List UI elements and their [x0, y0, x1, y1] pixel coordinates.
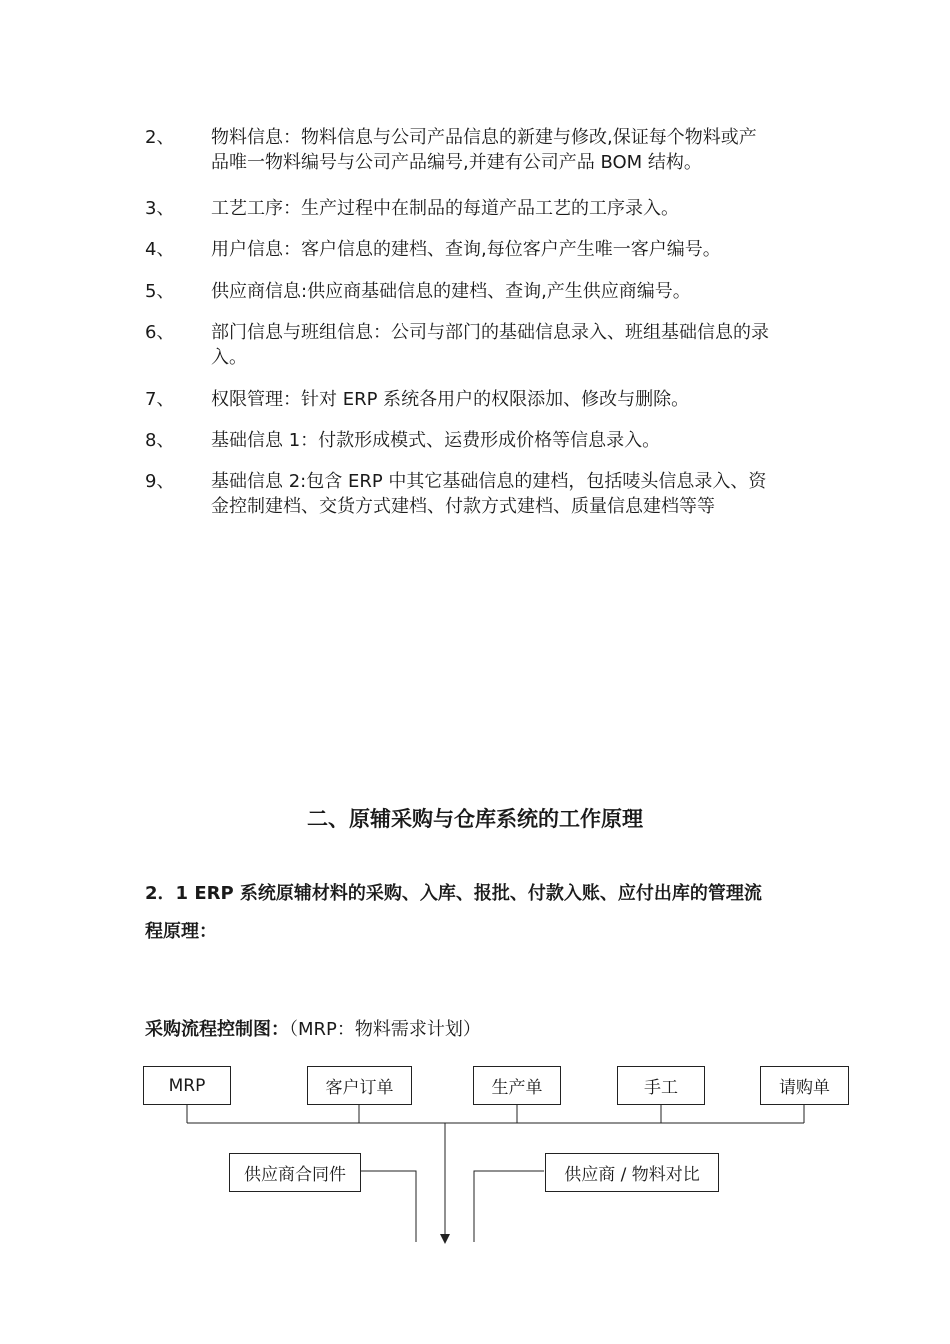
- list-text-line: 物料信息：物料信息与公司产品信息的新建与修改,保证每个物料或产: [211, 127, 757, 148]
- flow-box-purchase-request: 请购单: [760, 1066, 849, 1105]
- list-text-line: 品唯一物料编号与公司产品编号,并建有公司产品 BOM 结构。: [211, 152, 702, 173]
- list-number: 7、: [145, 389, 175, 410]
- list-number: 4、: [145, 239, 175, 260]
- list-number: 9、: [145, 471, 175, 492]
- arrow-down-icon: [440, 1234, 450, 1244]
- flow-box-supplier-contract: 供应商合同件: [229, 1153, 361, 1192]
- diagram-caption-title: 采购流程控制图：: [145, 1019, 289, 1040]
- list-text-line: 供应商信息:供应商基础信息的建档、查询,产生供应商编号。: [211, 281, 691, 302]
- flow-box-supplier-material-compare: 供应商 / 物料对比: [545, 1153, 719, 1192]
- list-number: 2、: [145, 127, 175, 148]
- section-heading: 二、原辅采购与仓库系统的工作原理: [307, 807, 643, 831]
- connector-left-box: [361, 1171, 416, 1242]
- flow-box-mrp: MRP: [143, 1066, 231, 1105]
- flow-box-customer-order: 客户订单: [307, 1066, 412, 1105]
- list-text-line: 基础信息 1：付款形成模式、运费形成价格等信息录入。: [211, 430, 661, 451]
- list-text-line: 入。: [211, 347, 247, 368]
- flow-box-manual: 手工: [617, 1066, 705, 1105]
- list-text-line: 权限管理：针对 ERP 系统各用户的权限添加、修改与删除。: [211, 389, 690, 410]
- subsection-heading-line-2: 程原理：: [145, 921, 217, 942]
- list-text-line: 金控制建档、交货方式建档、付款方式建档、质量信息建档等等: [211, 496, 715, 517]
- subsection-heading-line-1: 2．1 ERP 系统原辅材料的采购、入库、报批、付款入账、应付出库的管理流: [145, 883, 762, 904]
- diagram-caption-note: （MRP：物料需求计划）: [289, 1019, 481, 1040]
- list-text-line: 部门信息与班组信息：公司与部门的基础信息录入、班组基础信息的录: [211, 322, 769, 343]
- connector-right-box: [474, 1171, 544, 1242]
- list-text-line: 工艺工序：生产过程中在制品的每道产品工艺的工序录入。: [211, 198, 679, 219]
- flow-box-production-order: 生产单: [473, 1066, 561, 1105]
- list-text-line: 基础信息 2:包含 ERP 中其它基础信息的建档，包括唛头信息录入、资: [211, 471, 767, 492]
- list-number: 3、: [145, 198, 175, 219]
- list-text-line: 用户信息：客户信息的建档、查询,每位客户产生唯一客户编号。: [211, 239, 721, 260]
- list-number: 8、: [145, 430, 175, 451]
- list-number: 6、: [145, 322, 175, 343]
- list-number: 5、: [145, 281, 175, 302]
